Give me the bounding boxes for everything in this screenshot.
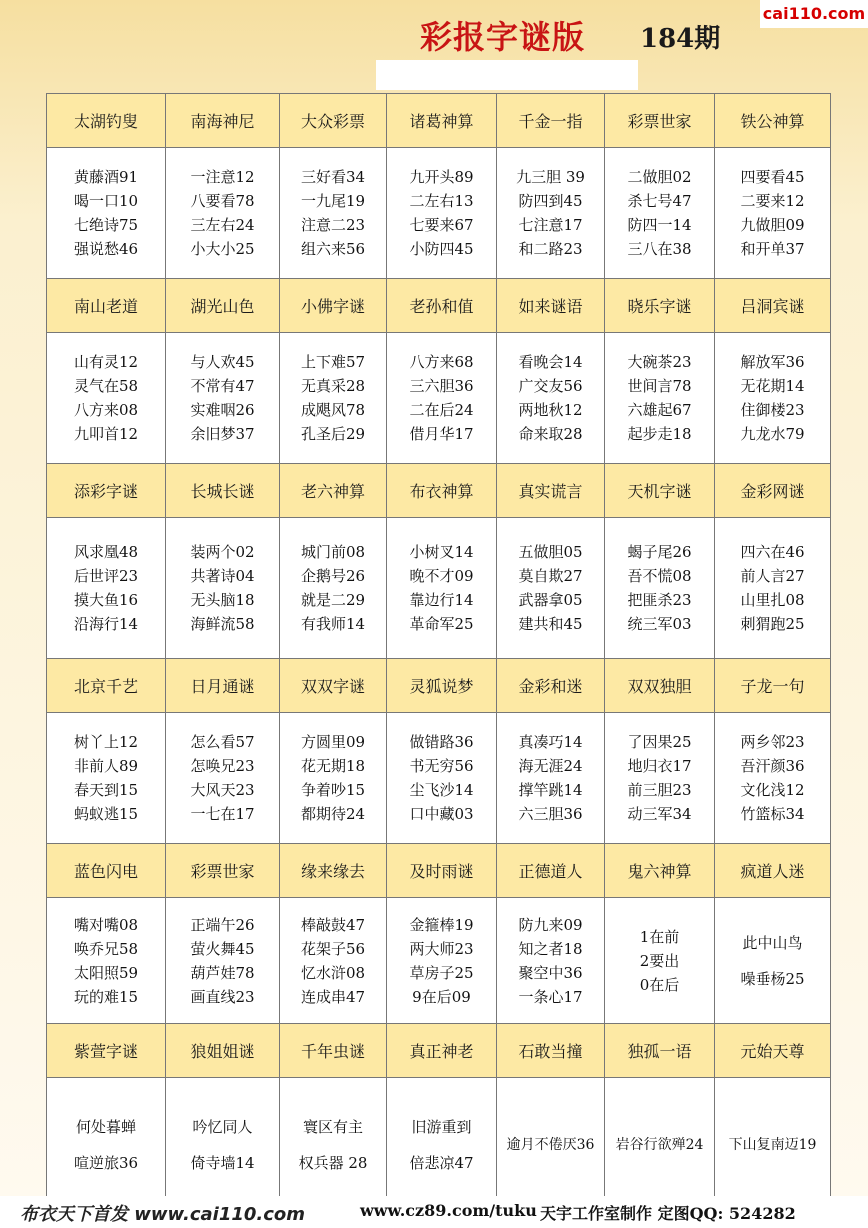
column-header [47, 1024, 166, 1078]
riddle-line: 真凑巧14 [518, 733, 583, 751]
riddle-line: 世间言78 [627, 377, 692, 395]
riddle-line: 七注意17 [518, 216, 583, 234]
riddle-line: 前三胆23 [627, 781, 692, 799]
riddle-line: 看晚会14 [518, 353, 583, 371]
riddle-line: 大风天23 [190, 781, 255, 799]
column-header [166, 94, 280, 148]
column-header [47, 844, 166, 898]
column-header [497, 279, 605, 333]
riddle-line: 竹篮标34 [740, 805, 805, 823]
section-header-row [47, 1024, 831, 1078]
riddle-line: 三左右24 [190, 216, 255, 234]
column-header-label: 真实谎言 [518, 482, 583, 501]
riddle-cell [47, 713, 166, 844]
column-header-label: 晓乐字谜 [627, 297, 692, 316]
riddle-line: 树丫上12 [73, 733, 139, 751]
column-header-label: 灵狐说梦 [409, 677, 474, 696]
column-header [387, 844, 497, 898]
column-header-label: 如来谜语 [518, 297, 583, 316]
riddle-line: 葫芦娃78 [190, 963, 255, 982]
column-header [605, 94, 715, 148]
column-header [166, 659, 280, 713]
riddle-cell [47, 898, 166, 1024]
riddle-line: 前人言27 [740, 567, 805, 585]
riddle-cell [605, 518, 715, 659]
riddle-line: 一条心17 [518, 987, 583, 1006]
riddle-cell [166, 518, 280, 659]
riddle-line: 文化浅12 [740, 781, 805, 799]
riddle-line: 草房子25 [409, 963, 474, 982]
riddle-cell [605, 1078, 715, 1213]
riddle-line: 怎唤兄23 [190, 757, 255, 775]
riddle-cell [387, 333, 497, 464]
column-header [280, 844, 387, 898]
riddle-line: 九开头89 [409, 168, 474, 186]
riddle-cell [47, 518, 166, 659]
column-header-label: 正德道人 [518, 862, 583, 881]
riddle-line: 防四一14 [627, 216, 692, 234]
column-header [280, 464, 387, 518]
column-header [166, 279, 280, 333]
riddle-cell [280, 898, 387, 1024]
riddle-line: 革命军25 [409, 615, 474, 633]
column-header-label: 小佛字谜 [300, 297, 365, 316]
riddle-line: 武器拿05 [518, 591, 583, 609]
riddle-line: 噪垂杨25 [740, 969, 805, 988]
column-header [715, 844, 831, 898]
riddle-cell [387, 713, 497, 844]
riddle-line: 七绝诗75 [73, 216, 139, 234]
column-header [497, 1024, 605, 1078]
riddle-line: 就是二29 [300, 591, 366, 609]
riddle-line: 杀七号47 [627, 192, 692, 210]
section-content-row [47, 898, 831, 1024]
section-header-row [47, 659, 831, 713]
column-header-label: 元始天尊 [740, 1042, 805, 1061]
riddle-line: 山里扎08 [740, 591, 805, 609]
riddle-cell [387, 148, 497, 279]
riddle-line: 防四到45 [518, 192, 583, 210]
riddle-line: 四六在46 [740, 543, 805, 561]
riddle-line: 六三胆36 [518, 805, 583, 823]
column-header [47, 659, 166, 713]
riddle-line: 防九来09 [518, 915, 583, 934]
riddle-cell [715, 713, 831, 844]
riddle-line: 蝎子尾26 [627, 543, 692, 561]
riddle-line: 二左右13 [409, 192, 474, 210]
riddle-line: 岩谷行欲殚24 [615, 1137, 704, 1153]
riddle-cell [166, 333, 280, 464]
riddle-line: 争着吵15 [300, 781, 366, 799]
section-content-row [47, 713, 831, 844]
footer-site-label: 布衣天下首发 www.cai110.com [20, 1204, 306, 1225]
column-header-label: 铁公神算 [740, 112, 805, 131]
riddle-line: 玩的难15 [73, 987, 139, 1006]
riddle-line: 实难咽26 [190, 401, 255, 419]
riddle-line: 无真采28 [300, 377, 366, 395]
riddle-line: 海无涯24 [518, 757, 583, 775]
column-header-label: 彩票世家 [190, 862, 255, 881]
column-header [715, 464, 831, 518]
riddle-line: 倍悲凉47 [409, 1154, 474, 1172]
column-header [47, 94, 166, 148]
riddle-line: 靠边行14 [409, 591, 474, 609]
column-header [387, 279, 497, 333]
section-content-row [47, 518, 831, 659]
riddle-line: 了因果25 [627, 733, 692, 751]
column-header-label: 诸葛神算 [409, 112, 474, 131]
section-header-row [47, 464, 831, 518]
riddle-line: 萤火舞45 [190, 939, 255, 958]
riddle-cell [166, 148, 280, 279]
section-content-row [47, 148, 831, 279]
riddle-line: 聚空中36 [518, 963, 583, 982]
riddle-line: 寰区有主 [302, 1118, 363, 1136]
riddle-line: 不常有47 [190, 377, 255, 395]
column-header [387, 94, 497, 148]
column-header [280, 94, 387, 148]
riddle-line: 9在后09 [412, 987, 471, 1006]
riddle-line: 四要看45 [740, 168, 805, 186]
riddle-cell [605, 713, 715, 844]
section-header-row [47, 94, 831, 148]
riddle-line: 灵气在58 [73, 377, 139, 395]
riddle-line: 何处暮蝉 [75, 1118, 136, 1136]
riddle-line: 八方来08 [73, 401, 139, 419]
riddle-cell [497, 713, 605, 844]
column-header-label: 及时雨谜 [409, 862, 474, 881]
riddle-line: 口中藏03 [409, 805, 474, 823]
riddle-line: 无花期14 [740, 377, 805, 395]
column-header-label: 真正神老 [409, 1042, 474, 1061]
column-header [715, 659, 831, 713]
riddle-line: 广交友56 [518, 377, 583, 395]
riddle-line: 八方来68 [409, 353, 474, 371]
column-header-label: 北京千艺 [73, 677, 138, 696]
column-header-label: 彩票世家 [627, 112, 692, 131]
riddle-line: 二做胆02 [627, 168, 692, 186]
column-header [605, 279, 715, 333]
column-header-label: 长城长谜 [190, 482, 255, 501]
riddle-line: 晚不才09 [409, 567, 474, 585]
riddle-line: 二要来12 [740, 192, 805, 210]
column-header [280, 659, 387, 713]
riddle-line: 都期待24 [300, 805, 366, 823]
riddle-line: 此中山鸟 [742, 933, 803, 952]
page-title: 彩报字谜版 [420, 18, 586, 56]
riddle-line: 强说愁46 [73, 240, 139, 258]
riddle-line: 九龙水79 [740, 425, 805, 443]
riddle-line: 1在前 [639, 927, 680, 946]
riddle-line: 倚寺墙14 [190, 1154, 255, 1172]
column-header [387, 1024, 497, 1078]
riddle-line: 花架子56 [300, 939, 366, 958]
column-header [166, 1024, 280, 1078]
column-header-label: 双双独胆 [627, 677, 692, 696]
riddle-cell [497, 333, 605, 464]
column-header-label: 南山老道 [73, 297, 138, 316]
riddle-line: 九叩首12 [73, 425, 139, 443]
section-content-row [47, 333, 831, 464]
riddle-line: 小大小25 [190, 240, 255, 258]
riddle-line: 一九尾19 [300, 192, 366, 210]
column-header [715, 94, 831, 148]
section-header-row [47, 844, 831, 898]
riddle-line: 无头脑18 [190, 591, 255, 609]
column-header-label: 吕洞宾谜 [740, 297, 805, 316]
riddle-cell [497, 1078, 605, 1213]
riddle-cell [280, 333, 387, 464]
column-header-label: 狼姐姐谜 [190, 1042, 255, 1061]
riddle-line: 统三军03 [627, 615, 692, 633]
riddle-line: 余旧梦37 [190, 425, 255, 443]
riddle-line: 三好看34 [300, 168, 366, 186]
riddle-line: 后世评23 [73, 567, 139, 585]
riddle-line: 方圆里09 [300, 733, 366, 751]
riddle-line: 有我师14 [300, 615, 366, 633]
watermark-text: cai110.com [760, 0, 868, 28]
column-header-label: 老六神算 [300, 482, 365, 501]
riddle-cell [387, 898, 497, 1024]
riddle-table [46, 93, 831, 1213]
riddle-line: 装两个02 [190, 543, 255, 561]
column-header [280, 1024, 387, 1078]
riddle-line: 蚂蚁逃15 [73, 805, 139, 823]
riddle-cell [280, 148, 387, 279]
column-header [47, 279, 166, 333]
riddle-line: 摸大鱼16 [73, 591, 139, 609]
column-header [605, 464, 715, 518]
riddle-line: 企鹅号26 [300, 567, 366, 585]
riddle-line: 刺猬跑25 [740, 615, 805, 633]
column-header [605, 844, 715, 898]
riddle-line: 上下难57 [300, 353, 366, 371]
column-header [387, 659, 497, 713]
riddle-line: 两地秋12 [518, 401, 583, 419]
riddle-line: 一注意12 [190, 168, 255, 186]
column-header-label: 蓝色闪电 [73, 862, 138, 881]
riddle-line: 画直线23 [190, 987, 255, 1006]
riddle-cell [280, 518, 387, 659]
riddle-line: 八要看78 [190, 192, 255, 210]
riddle-line: 花无期18 [300, 757, 366, 775]
riddle-cell [497, 518, 605, 659]
riddle-line: 吾汗颜36 [740, 757, 805, 775]
riddle-line: 连成串47 [300, 987, 366, 1006]
riddle-line: 三六胆36 [409, 377, 474, 395]
column-header-label: 鬼六神算 [627, 862, 692, 881]
section-header-row [47, 279, 831, 333]
riddle-line: 海鲜流58 [190, 615, 255, 633]
column-header-label: 子龙一句 [740, 677, 805, 696]
column-header [166, 844, 280, 898]
column-header-label: 添彩字谜 [73, 482, 138, 501]
riddle-line: 二在后24 [409, 401, 474, 419]
column-header-label: 千金一指 [518, 112, 583, 131]
column-header-label: 金彩和迷 [518, 677, 583, 696]
riddle-line: 逾月不倦厌36 [506, 1137, 595, 1153]
column-header [387, 464, 497, 518]
riddle-line: 喝一口10 [73, 192, 139, 210]
riddle-cell [47, 1078, 166, 1213]
riddle-line: 命来取28 [518, 425, 583, 443]
column-header-label: 千年虫谜 [300, 1042, 365, 1061]
column-header [166, 464, 280, 518]
riddle-line: 旧游重到 [411, 1118, 472, 1136]
riddle-line: 共著诗04 [190, 567, 255, 585]
riddle-line: 春天到15 [73, 781, 139, 799]
riddle-line: 山有灵12 [73, 353, 139, 371]
column-header [605, 659, 715, 713]
riddle-line: 孔圣后29 [300, 425, 366, 443]
riddle-line: 黄藤酒91 [73, 168, 139, 186]
riddle-cell [280, 1078, 387, 1213]
column-header [497, 94, 605, 148]
riddle-line: 书无穷56 [409, 757, 474, 775]
riddle-cell [715, 333, 831, 464]
column-header [605, 1024, 715, 1078]
column-header-label: 湖光山色 [190, 297, 255, 316]
riddle-line: 权兵器 28 [298, 1154, 368, 1172]
section-content-row [47, 1078, 831, 1213]
riddle-cell [605, 898, 715, 1024]
footer-credit: 天宇工作室制作 定图QQ: 524282 [540, 1204, 796, 1223]
riddle-line: 和开单37 [740, 240, 805, 258]
riddle-line: 吾不慌08 [627, 567, 692, 585]
riddle-line: 吟忆同人 [192, 1118, 253, 1136]
riddle-line: 解放军36 [740, 353, 805, 371]
column-header [47, 464, 166, 518]
riddle-cell [280, 713, 387, 844]
riddle-line: 喧逆旅36 [73, 1154, 139, 1172]
riddle-cell [497, 148, 605, 279]
column-header [280, 279, 387, 333]
riddle-line: 正端午26 [190, 915, 255, 934]
riddle-line: 成飓风78 [300, 401, 366, 419]
riddle-line: 九三胆 39 [516, 168, 585, 186]
riddle-line: 五做胆05 [518, 543, 583, 561]
column-header-label: 南海神尼 [190, 112, 255, 131]
column-header-label: 布衣神算 [409, 482, 474, 501]
riddle-cell [387, 518, 497, 659]
riddle-line: 0在后 [639, 975, 680, 994]
riddle-line: 建共和45 [518, 615, 583, 633]
column-header-label: 缘来缘去 [300, 862, 365, 881]
riddle-line: 地归衣17 [627, 757, 692, 775]
riddle-line: 忆水浒08 [300, 963, 366, 982]
column-header-label: 大众彩票 [300, 112, 365, 131]
riddle-line: 撑竿跳14 [518, 781, 583, 799]
riddle-line: 城门前08 [300, 543, 366, 561]
riddle-line: 风求凰48 [73, 543, 139, 561]
riddle-line: 太阳照59 [73, 963, 139, 982]
riddle-line: 莫自欺27 [518, 567, 583, 585]
riddle-line: 大碗茶23 [627, 353, 692, 371]
column-header [497, 464, 605, 518]
column-header-label: 疯道人迷 [740, 862, 805, 881]
riddle-line: 两乡邻23 [740, 733, 805, 751]
riddle-cell [605, 333, 715, 464]
riddle-line: 小树叉14 [409, 543, 474, 561]
footer-bar [0, 1196, 868, 1228]
riddle-line: 非前人89 [73, 757, 139, 775]
riddle-line: 和二路23 [518, 240, 583, 258]
riddle-line: 住御楼23 [740, 401, 805, 419]
riddle-line: 尘飞沙14 [409, 781, 474, 799]
column-header-label: 独孤一语 [627, 1042, 692, 1061]
column-header [497, 659, 605, 713]
riddle-line: 一七在17 [190, 805, 255, 823]
riddle-cell [387, 1078, 497, 1213]
riddle-cell [715, 1078, 831, 1213]
riddle-cell [166, 1078, 280, 1213]
column-header-label: 金彩网谜 [740, 482, 805, 501]
riddle-line: 嘴对嘴08 [73, 915, 139, 934]
riddle-line: 借月华17 [409, 425, 474, 443]
riddle-line: 两大师23 [409, 939, 474, 958]
riddle-line: 知之者18 [518, 939, 583, 958]
riddle-line: 怎么看57 [190, 733, 255, 751]
column-header-label: 双双字谜 [300, 677, 365, 696]
riddle-line: 棒敲鼓47 [300, 915, 366, 934]
riddle-line: 2要出 [639, 951, 680, 970]
riddle-cell [166, 898, 280, 1024]
riddle-line: 金箍棒19 [409, 915, 474, 934]
riddle-line: 六雄起67 [627, 401, 692, 419]
riddle-line: 三八在38 [627, 240, 692, 258]
column-header-label: 石敢当撞 [518, 1042, 583, 1061]
column-header-label: 太湖钓叟 [73, 112, 138, 131]
riddle-line: 把匪杀23 [627, 591, 692, 609]
riddle-line: 九做胆09 [740, 216, 805, 234]
riddle-cell [497, 898, 605, 1024]
riddle-line: 做错路36 [409, 733, 474, 751]
riddle-line: 唤乔兄58 [73, 939, 139, 958]
column-header [715, 279, 831, 333]
header-blank-strip [376, 60, 638, 90]
riddle-cell [166, 713, 280, 844]
riddle-cell [715, 518, 831, 659]
issue-number: 184期 [640, 24, 721, 54]
riddle-cell [715, 898, 831, 1024]
riddle-cell [47, 333, 166, 464]
column-header-label: 老孙和值 [409, 297, 474, 316]
footer-url[interactable]: www.cz89.com/tuku [360, 1201, 537, 1220]
riddle-line: 注意二23 [300, 216, 366, 234]
column-header [715, 1024, 831, 1078]
riddle-line: 下山复南迈19 [728, 1137, 817, 1153]
riddle-line: 七要来67 [409, 216, 474, 234]
column-header-label: 紫萱字谜 [73, 1042, 138, 1061]
riddle-cell [47, 148, 166, 279]
riddle-line: 与人欢45 [190, 353, 255, 371]
riddle-line: 组六来56 [300, 240, 366, 258]
riddle-cell [605, 148, 715, 279]
column-header [497, 844, 605, 898]
riddle-cell [715, 148, 831, 279]
riddle-line: 小防四45 [409, 240, 474, 258]
riddle-line: 动三军34 [627, 805, 692, 823]
column-header-label: 日月通谜 [190, 677, 255, 696]
column-header-label: 天机字谜 [627, 482, 692, 501]
riddle-line: 沿海行14 [73, 615, 139, 633]
riddle-line: 起步走18 [627, 425, 692, 443]
